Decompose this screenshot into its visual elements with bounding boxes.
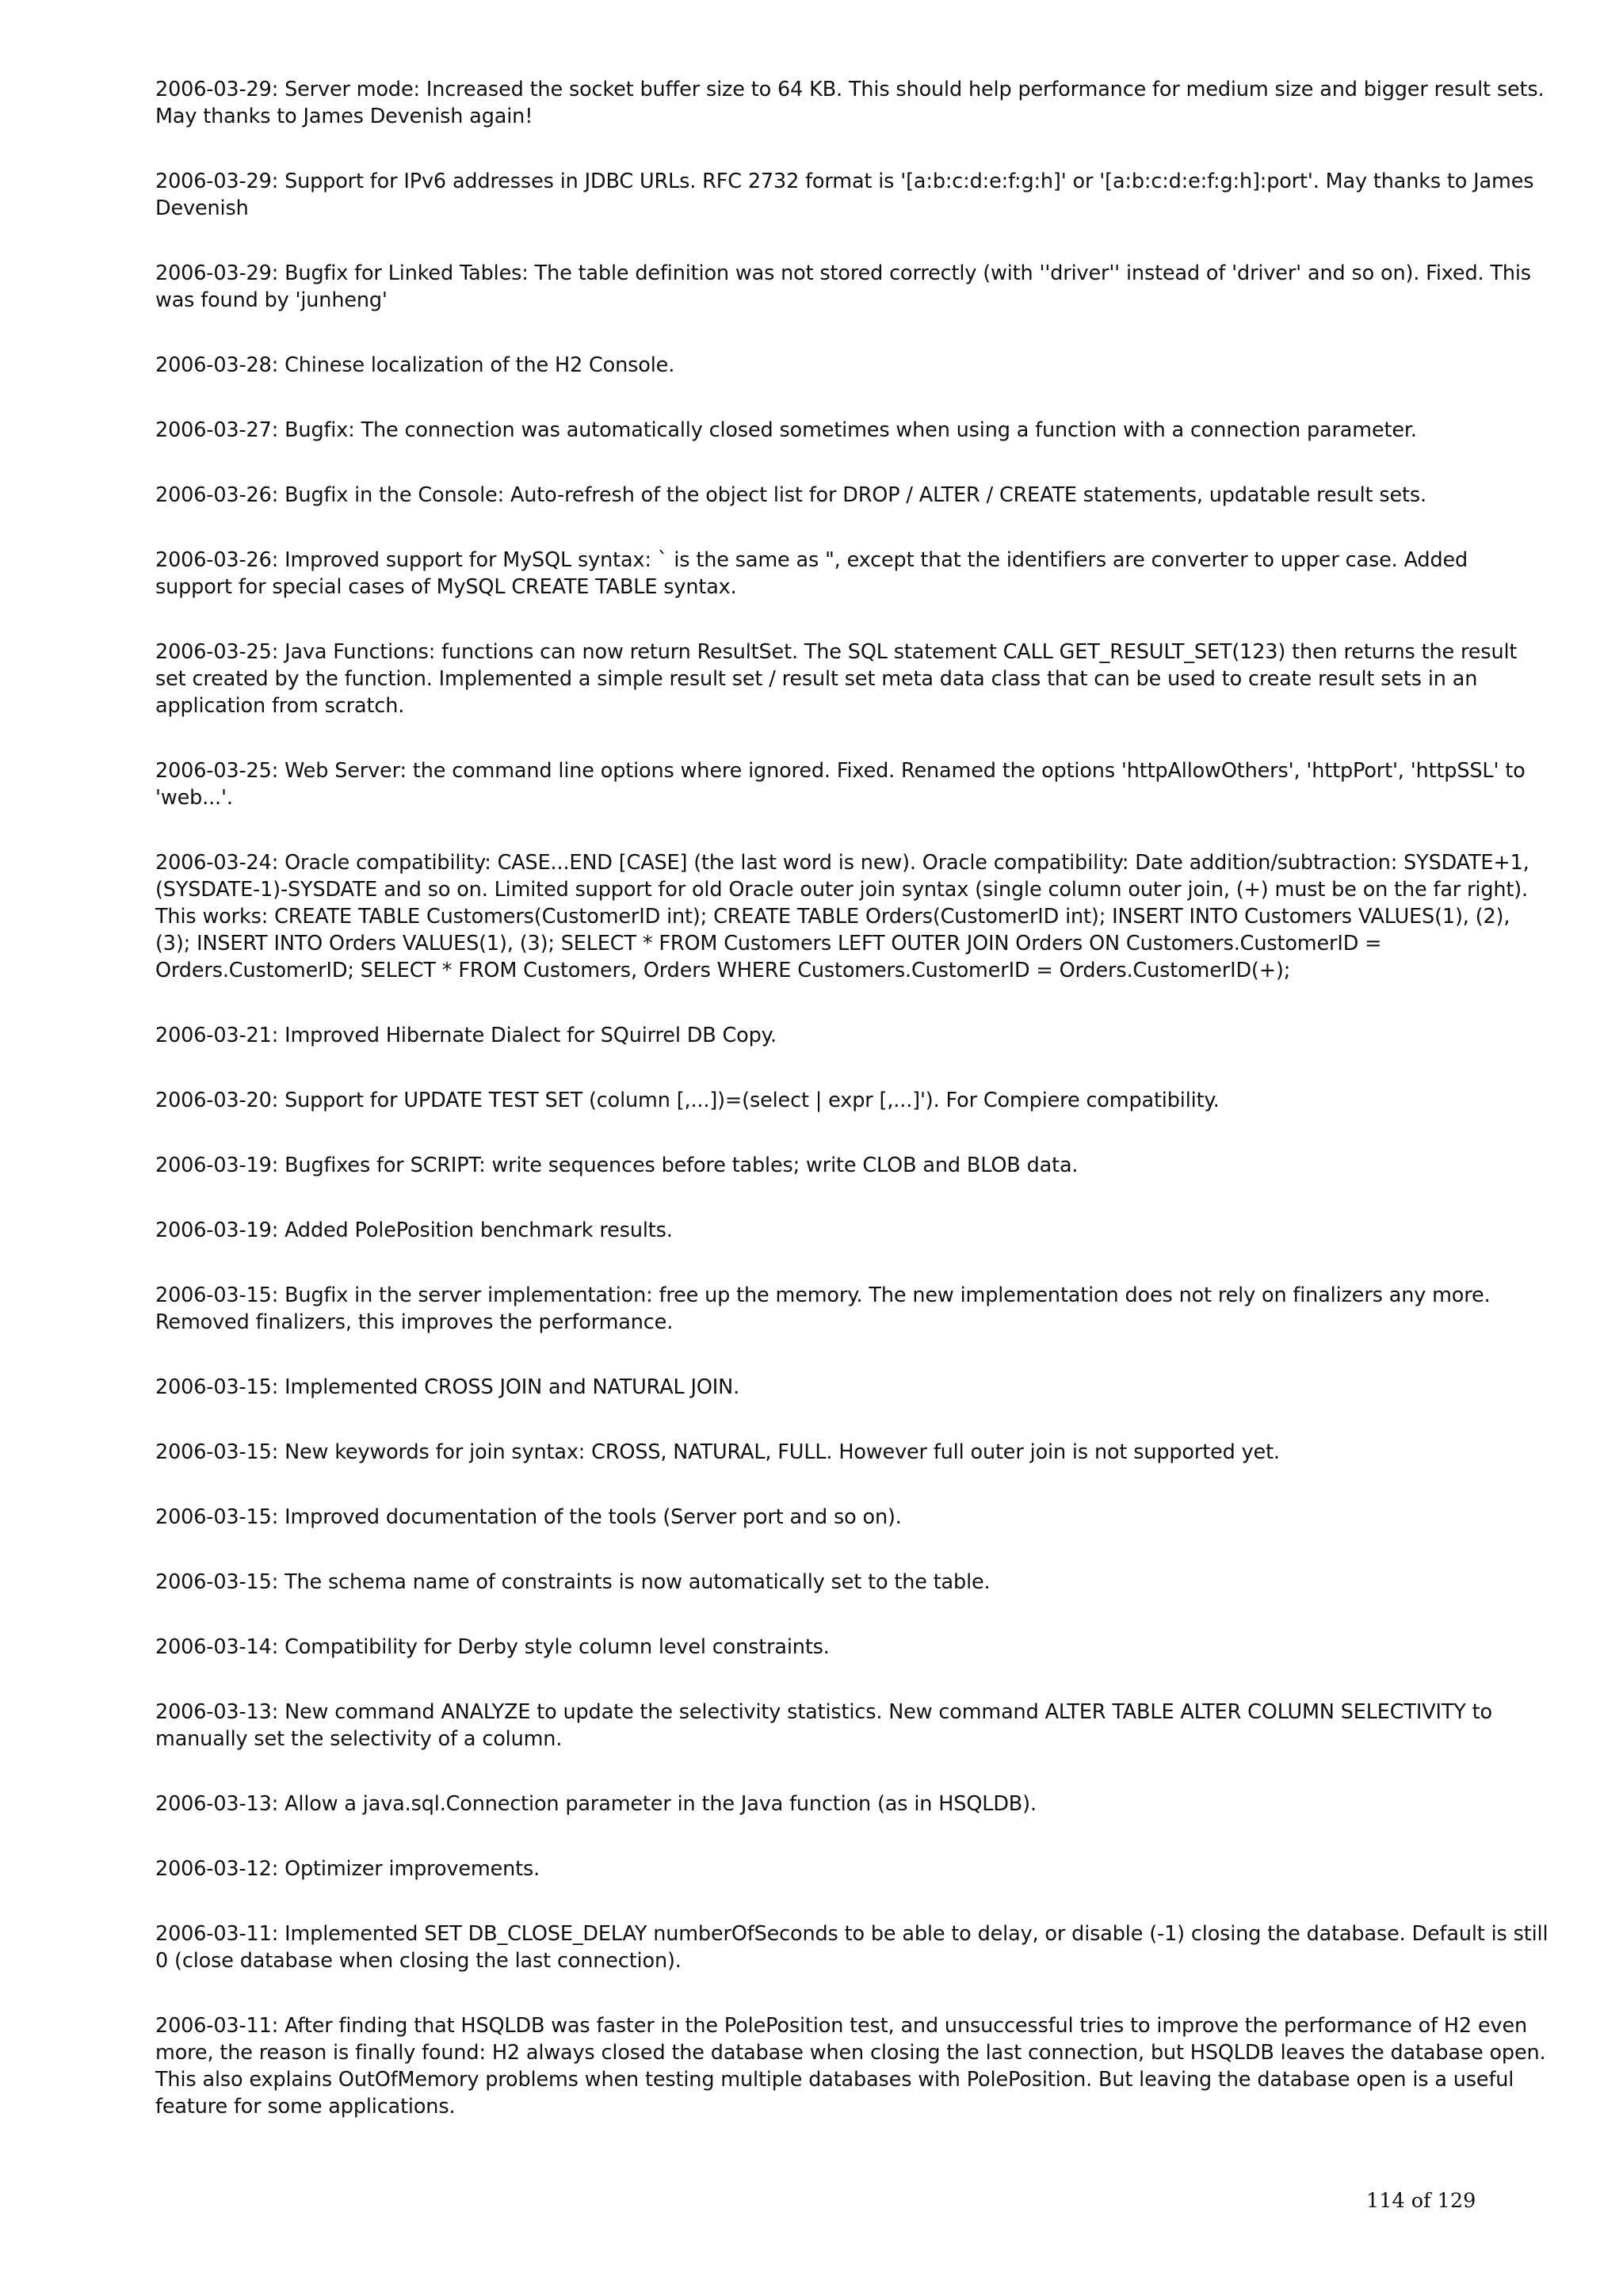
changelog-entry: 2006-03-29: Support for IPv6 addresses in JDBC URLs. RFC 2732 format is '[a:b:c:d:e:f:g:h]' or '[a:b:c:d:e:f:g:h]:port'. May thanks to James Devenish [155,170,1534,220]
changelog-entry: 2006-03-13: New command ANALYZE to update the selectivity statistics. New command ALTER TABLE ALTER COLUMN SELECTIVITY to manually set the selectivity of a column. [155,1700,1492,1751]
changelog-entry: 2006-03-15: Improved documentation of the tools (Server port and so on). [155,1505,902,1529]
changelog-entry: 2006-03-27: Bugfix: The connection was automatically closed sometimes when using a function with a connection parameter. [155,418,1417,442]
changelog-entry: 2006-03-28: Chinese localization of the H2 Console. [155,353,675,377]
changelog-entry: 2006-03-14: Compatibility for Derby style column level constraints. [155,1635,830,1659]
changelog-entry: 2006-03-26: Bugfix in the Console: Auto-refresh of the object list for DROP / ALTER / CREATE statements, updatable result sets. [155,483,1426,507]
changelog-entry: 2006-03-15: Implemented CROSS JOIN and NATURAL JOIN. [155,1375,740,1399]
changelog-entry: 2006-03-13: Allow a java.sql.Connection parameter in the Java function (as in HSQLDB). [155,1792,1037,1816]
changelog-entry: 2006-03-15: Bugfix in the server implementation: free up the memory. The new implementation does not rely on finalizers any more. Removed finalizers, this improves the performance. [155,1283,1491,1334]
changelog-entry: 2006-03-25: Java Functions: functions can now return ResultSet. The SQL statement CALL GET_RESULT_SET(123) then returns the result set created by the function. Implemented a simple result set / result set meta data class that can be used to create result sets in an application from scratch. [155,640,1518,718]
changelog-entry: 2006-03-11: After finding that HSQLDB was faster in the PolePosition test, and unsuccessful tries to improve the performance of H2 even more, the reason is finally found: H2 always closed the database when closing the last connection, but HSQLDB leaves the database open. This also explains OutOfMemory problems when testing multiple databases with PolePosition. But leaving the database open is a useful feature for some applications. [155,2014,1546,2119]
changelog-entry: 2006-03-29: Server mode: Increased the socket buffer size to 64 KB. This should help performance for medium size and bigger result sets. May thanks to James Devenish again! [155,78,1545,128]
changelog-entry: 2006-03-15: New keywords for join syntax: CROSS, NATURAL, FULL. However full outer join is not supported yet. [155,1440,1280,1464]
page-number: 114 of 129 [1366,2189,1476,2213]
changelog-entry: 2006-03-12: Optimizer improvements. [155,1857,540,1881]
changelog-entry: 2006-03-25: Web Server: the command line options where ignored. Fixed. Renamed the options 'httpAllowOthers', 'httpPort', 'httpSSL' to 'web...'. [155,759,1526,810]
changelog-entry: 2006-03-26: Improved support for MySQL syntax: ` is the same as ", except that the identifiers are converter to upper case. Added support for special cases of MySQL CREATE TABLE syntax. [155,548,1468,599]
changelog-entry: 2006-03-19: Bugfixes for SCRIPT: write sequences before tables; write CLOB and BLOB data. [155,1154,1079,1177]
changelog-entry: 2006-03-11: Implemented SET DB_CLOSE_DELAY numberOfSeconds to be able to delay, or disable (-1) closing the database. Default is still 0 (close database when closing the last connection). [155,1922,1549,1973]
changelog-entry: 2006-03-21: Improved Hibernate Dialect for SQuirrel DB Copy. [155,1024,777,1047]
changelog-entry: 2006-03-29: Bugfix for Linked Tables: The table definition was not stored correctly (with ''driver'' instead of 'driver' and so on). Fixed. This was found by 'junheng' [155,261,1531,312]
changelog-entry: 2006-03-20: Support for UPDATE TEST SET (column [,...])=(select | expr [,...]'). For Compiere compatibility. [155,1089,1220,1112]
changelog-entry: 2006-03-19: Added PolePosition benchmark results. [155,1219,673,1242]
changelog-entry: 2006-03-24: Oracle compatibility: CASE...END [CASE] (the last word is new). Oracle compatibility: Date addition/subtraction: SYSDATE+1, (SYSDATE-1)-SYSDATE and so on. Limited support for old Oracle outer join syntax (single column outer join, (+) must be on the far right). This works: CREATE TABLE Customers(CustomerID int); CREATE TABLE Orders(CustomerID int); INSERT INTO Customers VALUES(1), (2), (3); INSERT INTO Orders VALUES(1), (3); SELECT * FROM Customers LEFT OUTER JOIN Orders ON Customers.CustomerID = Orders.CustomerID; SELECT * FROM Customers, Orders WHERE Customers.CustomerID = Orders.CustomerID(+); [155,851,1529,982]
changelog-entry: 2006-03-15: The schema name of constraints is now automatically set to the table. [155,1570,991,1594]
changelog-list [155,76,1550,2158]
